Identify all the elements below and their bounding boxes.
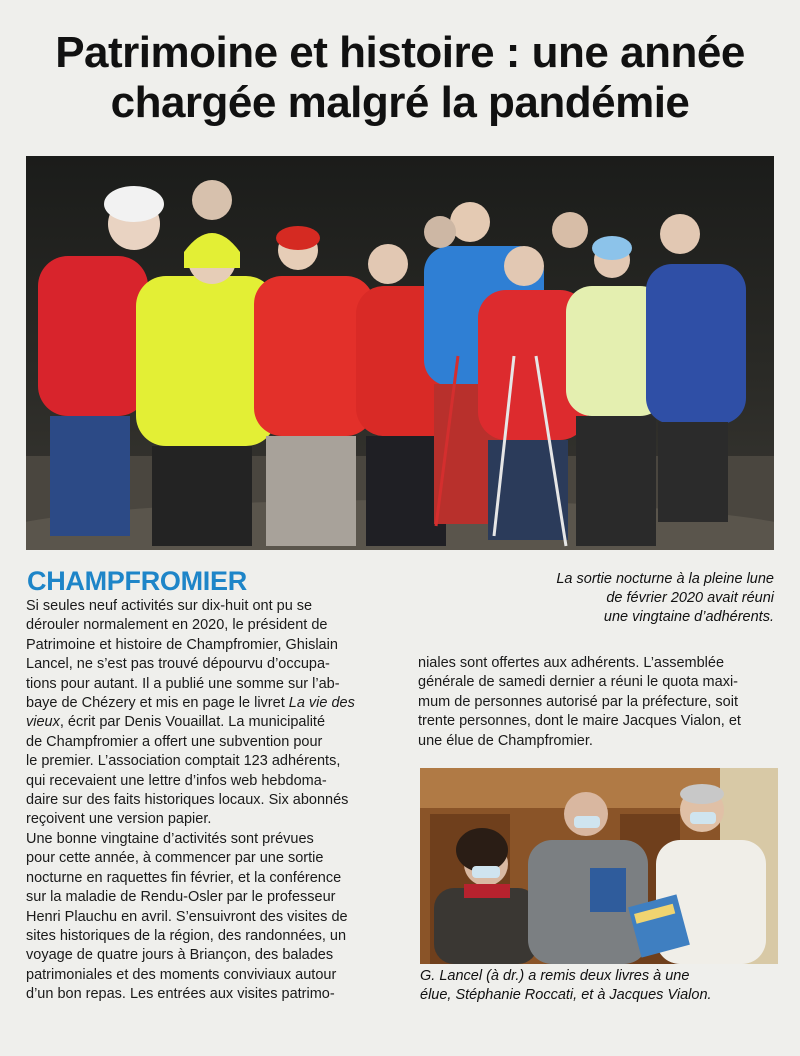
paragraph-1 — [26, 597, 396, 830]
kicker-location: CHAMPFROMIER — [27, 566, 247, 596]
book-handover-caption — [420, 967, 778, 1005]
text-line: le premier. L’association comptait 123 adhérents, — [26, 753, 341, 770]
text-line: reçoivent une version papier. — [26, 811, 212, 828]
headline — [0, 28, 800, 128]
paragraph-3 — [418, 654, 776, 751]
text-line: tions pour autant. Il a publié une somme sur l’ab- — [26, 675, 340, 692]
text-line: qui recevaient une lettre d’infos web hebdoma- — [26, 772, 327, 789]
text-line: Patrimoine et histoire de Champfromier, Ghislain — [26, 636, 338, 653]
text-line: pour cette année, à commencer par une sortie — [26, 850, 324, 867]
text-line: dérouler normalement en 2020, le président de — [26, 617, 328, 634]
text-line: nocturne en raquettes fin février, et la conférence — [26, 869, 342, 886]
headline-line-1: Patrimoine et histoire : une année — [55, 28, 745, 77]
text-line — [26, 694, 396, 713]
article-column-right — [418, 654, 776, 751]
article-column-left — [26, 597, 396, 1005]
group-photo-illustration — [26, 156, 774, 550]
caption-line: G. Lancel (à dr.) a remis deux livres à une — [420, 968, 690, 984]
book-title: vieux — [26, 714, 60, 731]
headline-line-2: chargée malgré la pandémie — [110, 78, 690, 127]
book-title: La vie des — [288, 695, 355, 712]
text-line: Une bonne vingtaine d’activités sont prévues — [26, 830, 314, 847]
text-line: patrimoniales et des moments conviviaux autour — [26, 966, 337, 983]
caption-line: La sortie nocturne à la pleine lune — [556, 571, 774, 587]
text-line: trente personnes, dont le maire Jacques Vialon, et — [418, 713, 741, 730]
text-run: , écrit par Denis Vouaillat. La municipalité — [59, 714, 326, 731]
text-line: de Champfromier a offert une subvention pour — [26, 733, 323, 750]
text-line — [26, 713, 396, 732]
text-line: une élue de Champfromier. — [418, 732, 593, 749]
caption-line: de février 2020 avait réuni — [606, 590, 774, 606]
text-line: niales sont offertes aux adhérents. L’assemblée — [418, 655, 725, 671]
group-photo-caption — [440, 570, 774, 627]
text-line: d’un bon repas. Les entrées aux visites patrimo- — [26, 986, 335, 1003]
book-handover-illustration — [420, 768, 778, 964]
text-line: Lancel, ne s’est pas trouvé dépourvu d’occupa- — [26, 656, 330, 673]
paragraph-2 — [26, 830, 396, 1005]
caption-line: élue, Stéphanie Roccati, et à Jacques Vialon. — [420, 987, 712, 1003]
group-photo — [26, 156, 774, 550]
text-line: voyage de quatre jours à Briançon, des balades — [26, 947, 334, 964]
caption-line: une vingtaine d’adhérents. — [603, 609, 774, 625]
text-line: Henri Plauchu en avril. S’ensuivront des visites de — [26, 908, 348, 925]
text-line: sites historiques de la région, des randonnées, un — [26, 927, 347, 944]
text-line: sur la maladie de Rendu-Osler par le professeur — [26, 889, 336, 906]
text-line: mum de personnes autorisé par la préfecture, soit — [418, 693, 738, 710]
text-line: daire sur des faits historiques locaux. Six abonnés — [26, 792, 349, 809]
text-line: générale de samedi dernier a réuni le quota maxi- — [418, 674, 738, 691]
text-run: baye de Chézery et mis en page le livret — [26, 695, 289, 712]
book-handover-photo — [420, 768, 778, 964]
text-line: Si seules neuf activités sur dix-huit ont pu se — [26, 598, 313, 614]
